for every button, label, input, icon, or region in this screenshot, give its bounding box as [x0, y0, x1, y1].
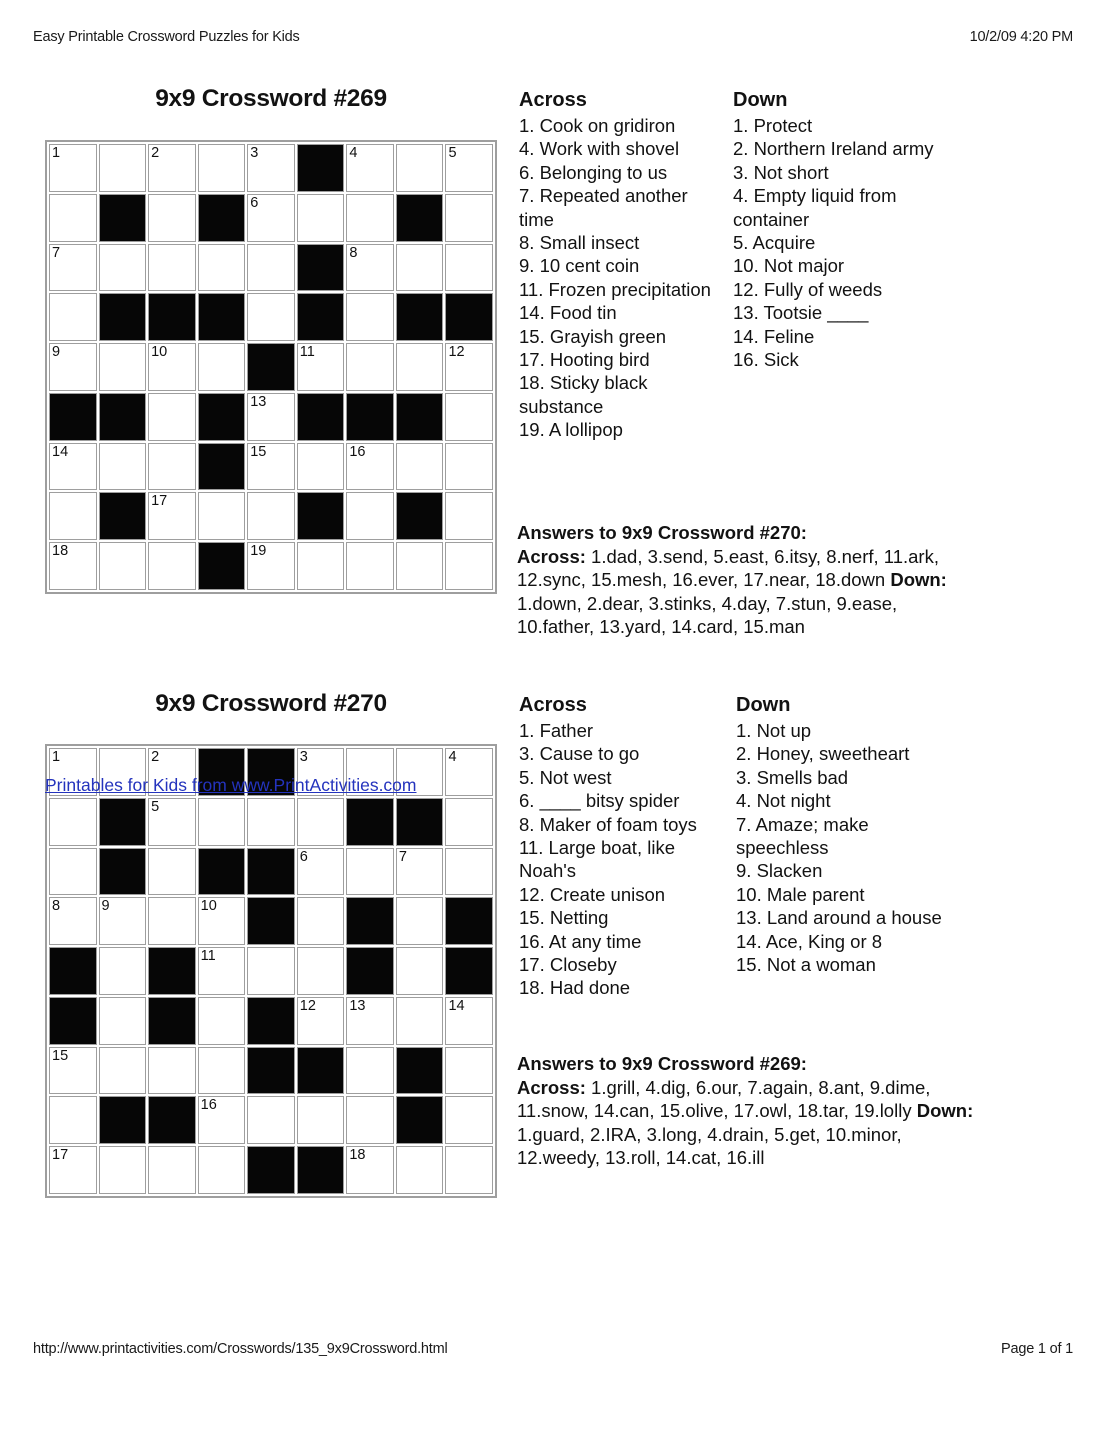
puzzle2-across-column — [519, 693, 731, 1000]
crossword-cell — [346, 443, 394, 491]
crossword-cell-black — [247, 997, 295, 1045]
answers-body — [517, 545, 972, 639]
crossword-cell-black — [396, 1096, 444, 1144]
cell-number: 13 — [250, 393, 267, 410]
crossword-cell — [148, 194, 196, 242]
cell-number: 17 — [52, 1147, 69, 1164]
crossword-cell — [396, 947, 444, 995]
crossword-cell-black — [297, 244, 345, 292]
crossword-cell — [346, 293, 394, 341]
cell-number: 14 — [448, 997, 465, 1014]
crossword-cell — [49, 443, 97, 491]
cell-number: 7 — [52, 244, 61, 261]
crossword-cell-black — [148, 293, 196, 341]
crossword-cell-black — [198, 194, 246, 242]
crossword-cell-black — [445, 897, 493, 945]
header-title: Easy Printable Crossword Puzzles for Kids — [33, 29, 300, 45]
crossword-cell — [99, 542, 147, 590]
cell-number: 12 — [299, 997, 316, 1014]
crossword-cell — [148, 1047, 196, 1095]
crossword-cell-black — [99, 194, 147, 242]
crossword-cell — [148, 798, 196, 846]
clue-item: 1. Father — [519, 720, 594, 741]
crossword-cell — [445, 492, 493, 540]
crossword-cell — [198, 997, 246, 1045]
crossword-cell — [247, 492, 295, 540]
crossword-cell — [346, 144, 394, 192]
crossword-cell — [346, 848, 394, 896]
puzzle1-down-clues — [733, 114, 973, 371]
crossword-cell-black — [396, 393, 444, 441]
crossword-cell — [99, 343, 147, 391]
clue-item: 7. Amaze; make speechless — [736, 813, 869, 859]
clue-item: 4. Not night — [736, 790, 831, 812]
crossword-cell — [445, 1047, 493, 1095]
puzzle2-across-clues — [519, 719, 731, 1000]
crossword-cell — [346, 492, 394, 540]
cell-number: 6 — [299, 848, 308, 865]
crossword-cell — [247, 244, 295, 292]
crossword-cell — [297, 947, 345, 995]
crossword-cell — [148, 848, 196, 896]
clue-item: 10. Male parent — [736, 883, 865, 905]
crossword-cell — [346, 1146, 394, 1194]
crossword-cell — [445, 1096, 493, 1144]
crossword-cell — [297, 997, 345, 1045]
crossword-cell — [346, 542, 394, 590]
crossword-cell — [198, 798, 246, 846]
cell-number: 17 — [151, 493, 168, 510]
crossword-cell — [396, 244, 444, 292]
clue-item: 6. Belonging to us — [519, 161, 668, 183]
crossword-cell-black — [247, 848, 295, 896]
crossword-cell — [198, 947, 246, 995]
clue-item: 1. Protect — [733, 115, 813, 136]
crossword-cell-black — [148, 1096, 196, 1144]
crossword-cell-black — [346, 947, 394, 995]
crossword-cell — [396, 144, 444, 192]
crossword-cell-black — [396, 293, 444, 341]
crossword-cell — [445, 748, 493, 796]
crossword-cell — [148, 443, 196, 491]
crossword-cell — [198, 1146, 246, 1194]
crossword-cell-black — [49, 997, 97, 1045]
footer-url: http://www.printactivities.com/Crosswords/135_9x9Crossword.html — [33, 1341, 448, 1357]
clue-item: 5. Acquire — [733, 232, 816, 254]
clue-item: 8. Maker of foam toys — [519, 813, 697, 835]
crossword-cell-black — [99, 393, 147, 441]
crossword-cell — [99, 997, 147, 1045]
crossword-cell — [148, 542, 196, 590]
crossword-cell — [247, 393, 295, 441]
cell-number: 14 — [52, 443, 69, 460]
cell-number: 18 — [52, 543, 69, 560]
crossword-cell — [99, 443, 147, 491]
clue-item: 7. Repeated another time — [519, 185, 688, 230]
clue-item: 18. Sticky black substance — [519, 372, 648, 417]
crossword-cell — [198, 244, 246, 292]
answers-across-text: 1.grill, 4.dig, 6.our, 7.again, 8.ant, 9.dime, 11.snow, 14.can, 15.olive, 17.owl, 18.tar, 19.lolly — [517, 1076, 931, 1122]
crossword-cell — [198, 492, 246, 540]
crossword-cell — [445, 997, 493, 1045]
cell-number: 15 — [52, 1047, 69, 1064]
clue-item: 17. Closeby — [519, 954, 617, 976]
crossword-cell — [297, 897, 345, 945]
answers-down-label: Down: — [916, 1100, 974, 1122]
crossword-cell-black — [297, 293, 345, 341]
crossword-cell-black — [99, 492, 147, 540]
answers-down-label: Down: — [890, 569, 947, 591]
crossword-cell — [198, 1096, 246, 1144]
crossword-cell — [396, 343, 444, 391]
answers-title: Answers to 9x9 Crossword #270: — [517, 522, 807, 543]
header-datetime: 10/2/09 4:20 PM — [969, 29, 1073, 45]
crossword-cell-black — [445, 293, 493, 341]
crossword-cell — [99, 1146, 147, 1194]
crossword-cell — [445, 244, 493, 292]
crossword-cell-black — [99, 848, 147, 896]
crossword-cell — [346, 194, 394, 242]
crossword-cell-black — [198, 848, 246, 896]
crossword-cell — [49, 1047, 97, 1095]
crossword-cell-black — [247, 343, 295, 391]
crossword-cell — [396, 997, 444, 1045]
crossword-cell — [445, 144, 493, 192]
answers-title: Answers to 9x9 Crossword #269: — [517, 1053, 807, 1074]
crossword-cell — [297, 848, 345, 896]
crossword-cell — [445, 393, 493, 441]
clue-item: 12. Create unison — [519, 883, 666, 905]
crossword-cell-black — [346, 897, 394, 945]
crossword-cell — [148, 492, 196, 540]
crossword-grid-270 — [45, 744, 497, 1198]
clue-item: 3. Cause to go — [519, 743, 640, 765]
crossword-cell — [148, 897, 196, 945]
answers-across-label: Across: — [517, 1076, 586, 1098]
crossword-cell-black — [396, 798, 444, 846]
cell-number: 3 — [250, 145, 259, 161]
crossword-cell — [297, 798, 345, 846]
puzzle1-across-column — [519, 88, 715, 442]
clue-item: 14. Feline — [733, 325, 815, 347]
printactivities-link[interactable]: Printables for Kids from www.PrintActivities.com — [45, 775, 417, 795]
cell-number: 6 — [250, 194, 259, 211]
crossword-cell — [198, 1047, 246, 1095]
cell-number: 11 — [200, 948, 216, 965]
answers-body — [517, 1076, 977, 1170]
crossword-cell — [346, 1047, 394, 1095]
cell-number: 5 — [151, 798, 160, 815]
crossword-cell — [148, 244, 196, 292]
crossword-cell — [445, 542, 493, 590]
crossword-cell — [49, 798, 97, 846]
crossword-cell — [445, 194, 493, 242]
crossword-cell — [445, 443, 493, 491]
crossword-cell-black — [396, 1047, 444, 1095]
cell-number: 8 — [349, 244, 358, 261]
crossword-cell — [346, 1096, 394, 1144]
crossword-cell — [297, 194, 345, 242]
footer-page-info: Page 1 of 1 — [1001, 1341, 1073, 1357]
clue-item: 10. Not major — [733, 255, 845, 277]
crossword-cell — [49, 1146, 97, 1194]
cell-number: 1 — [52, 749, 61, 765]
puzzle1-across-heading: Across — [519, 89, 587, 111]
cell-number: 8 — [52, 898, 61, 915]
cell-number: 2 — [151, 749, 160, 765]
crossword-cell — [297, 542, 345, 590]
crossword-cell-black — [396, 492, 444, 540]
cell-number: 9 — [101, 898, 110, 915]
crossword-cell-black — [297, 393, 345, 441]
cell-number: 15 — [250, 443, 267, 460]
crossword-cell — [99, 947, 147, 995]
crossword-cell — [148, 343, 196, 391]
crossword-cell-black — [198, 443, 246, 491]
clue-item: 4. Work with shovel — [519, 138, 680, 160]
crossword-cell — [247, 798, 295, 846]
crossword-cell — [148, 393, 196, 441]
clue-item: 13. Tootsie ____ — [733, 302, 869, 324]
crossword-cell — [198, 897, 246, 945]
crossword-cell — [49, 144, 97, 192]
answers-down-text: 1.down, 2.dear, 3.stinks, 4.day, 7.stun, 9.ease, 10.father, 13.yard, 14.card, 15.man — [517, 592, 898, 638]
clue-item: 11. Large boat, like Noah's — [519, 837, 675, 882]
crossword-cell — [396, 1146, 444, 1194]
crossword-cell — [247, 1096, 295, 1144]
crossword-cell-black — [297, 144, 345, 192]
crossword-cell-black — [247, 1047, 295, 1095]
clue-item: 1. Cook on gridiron — [519, 115, 676, 136]
puzzle2-down-heading: Down — [736, 694, 791, 716]
clue-item: 2. Northern Ireland army — [733, 138, 934, 160]
cell-number: 5 — [448, 145, 457, 161]
cell-number: 18 — [349, 1147, 366, 1164]
clue-item: 9. 10 cent coin — [519, 255, 640, 277]
crossword-cell — [198, 343, 246, 391]
clue-item: 15. Not a woman — [736, 954, 876, 976]
clue-item: 15. Grayish green — [519, 325, 667, 347]
clue-item: 3. Not short — [733, 161, 829, 183]
crossword-cell — [247, 194, 295, 242]
answers-block-270 — [517, 521, 972, 639]
crossword-cell-black — [99, 1096, 147, 1144]
clue-item: 3. Smells bad — [736, 766, 849, 788]
answers-across-label: Across: — [517, 545, 586, 567]
crossword-cell-black — [247, 1146, 295, 1194]
crossword-cell — [346, 997, 394, 1045]
crossword-cell — [49, 542, 97, 590]
crossword-cell — [198, 144, 246, 192]
clue-item: 2. Honey, sweetheart — [736, 743, 910, 765]
cell-number: 19 — [250, 543, 267, 560]
crossword-cell — [445, 798, 493, 846]
cell-number: 16 — [200, 1097, 217, 1114]
cell-number: 1 — [52, 145, 61, 161]
crossword-cell — [99, 897, 147, 945]
crossword-cell-black — [297, 492, 345, 540]
crossword-cell — [49, 848, 97, 896]
crossword-cell-black — [396, 194, 444, 242]
crossword-cell — [148, 1146, 196, 1194]
cell-number: 4 — [349, 145, 358, 161]
crossword-cell — [49, 293, 97, 341]
clue-item: 8. Small insect — [519, 232, 640, 254]
crossword-cell — [99, 244, 147, 292]
clue-item: 1. Not up — [736, 720, 812, 741]
puzzle1-title: 9x9 Crossword #269 — [155, 85, 387, 112]
clue-item: 9. Slacken — [736, 860, 823, 882]
clue-item: 6. ____ bitsy spider — [519, 790, 680, 812]
clue-item: 14. Ace, King or 8 — [736, 930, 883, 952]
crossword-cell — [297, 443, 345, 491]
puzzle2-title: 9x9 Crossword #270 — [155, 690, 387, 717]
crossword-cell — [445, 848, 493, 896]
crossword-cell — [99, 1047, 147, 1095]
crossword-cell — [396, 897, 444, 945]
crossword-cell-black — [99, 293, 147, 341]
crossword-cell-black — [148, 947, 196, 995]
cell-number: 12 — [448, 344, 465, 361]
crossword-cell — [445, 1146, 493, 1194]
puzzle1-down-column — [733, 88, 973, 371]
clue-item: 17. Hooting bird — [519, 349, 650, 371]
crossword-cell — [49, 194, 97, 242]
crossword-cell-black — [198, 393, 246, 441]
puzzle1-across-clues — [519, 114, 715, 442]
crossword-cell — [49, 343, 97, 391]
answers-down-text: 1.guard, 2.IRA, 3.long, 4.drain, 5.get, 10.minor, 12.weedy, 13.roll, 14.cat, 16.ill — [517, 1123, 902, 1169]
puzzle2-down-clues — [736, 719, 946, 976]
crossword-cell — [49, 244, 97, 292]
answers-block-269 — [517, 1052, 977, 1170]
crossword-cell — [297, 343, 345, 391]
cell-number: 4 — [448, 749, 457, 765]
crossword-cell-black — [247, 897, 295, 945]
crossword-cell-black — [49, 947, 97, 995]
puzzle2-down-column — [736, 693, 946, 976]
crossword-cell-black — [198, 542, 246, 590]
crossword-cell — [247, 293, 295, 341]
crossword-cell-black — [148, 997, 196, 1045]
cell-number: 10 — [200, 898, 217, 915]
clue-item: 13. Land around a house — [736, 907, 942, 929]
crossword-cell — [49, 1096, 97, 1144]
cell-number: 10 — [151, 344, 168, 361]
crossword-cell-black — [346, 393, 394, 441]
crossword-cell — [445, 343, 493, 391]
crossword-cell — [247, 443, 295, 491]
crossword-cell — [247, 542, 295, 590]
clue-item: 18. Had done — [519, 977, 631, 999]
puzzle1-down-heading: Down — [733, 89, 788, 111]
clue-item: 16. At any time — [519, 930, 642, 952]
crossword-cell — [247, 144, 295, 192]
crossword-cell-black — [99, 798, 147, 846]
crossword-cell — [346, 244, 394, 292]
crossword-cell — [297, 1096, 345, 1144]
clue-item: 11. Frozen precipitation — [519, 278, 711, 300]
crossword-cell — [396, 443, 444, 491]
crossword-cell — [396, 542, 444, 590]
cell-number: 3 — [299, 749, 308, 765]
cell-number: 2 — [151, 145, 160, 161]
clue-item: 14. Food tin — [519, 302, 617, 324]
crossword-cell-black — [198, 293, 246, 341]
clue-item: 15. Netting — [519, 907, 609, 929]
crossword-cell — [99, 144, 147, 192]
answers-across-text: 1.dad, 3.send, 5.east, 6.itsy, 8.nerf, 11.ark, 12.sync, 15.mesh, 16.ever, 17.near, 18.down — [517, 545, 939, 591]
crossword-cell — [247, 947, 295, 995]
crossword-cell-black — [346, 798, 394, 846]
clue-item: 16. Sick — [733, 349, 799, 371]
crossword-cell — [396, 848, 444, 896]
cell-number: 9 — [52, 344, 61, 361]
clue-item: 19. A lollipop — [519, 419, 623, 441]
cell-number: 11 — [299, 344, 315, 361]
clue-item: 12. Fully of weeds — [733, 278, 883, 300]
crossword-cell — [346, 343, 394, 391]
cell-number: 7 — [398, 848, 407, 865]
cell-number: 16 — [349, 443, 366, 460]
crossword-cell-black — [49, 393, 97, 441]
crossword-cell-black — [445, 947, 493, 995]
cell-number: 13 — [349, 997, 366, 1014]
crossword-grid-269 — [45, 140, 497, 594]
crossword-cell-black — [297, 1047, 345, 1095]
crossword-cell — [148, 144, 196, 192]
crossword-cell — [49, 492, 97, 540]
puzzle2-across-heading: Across — [519, 694, 587, 716]
clue-item: 5. Not west — [519, 766, 612, 788]
clue-item: 4. Empty liquid from container — [733, 185, 897, 230]
crossword-cell-black — [297, 1146, 345, 1194]
crossword-cell — [49, 897, 97, 945]
